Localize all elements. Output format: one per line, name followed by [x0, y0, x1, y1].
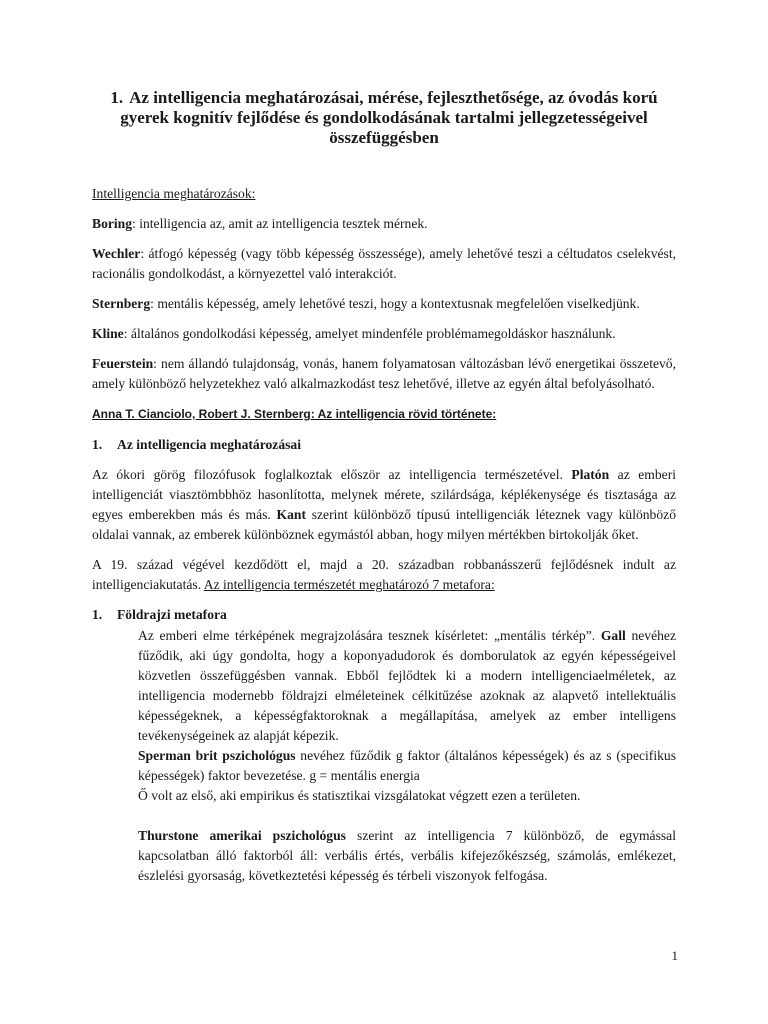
- text-run: Az emberi elme térképének megrajzolására tesznek kísérletet: „mentális térkép”.: [138, 628, 601, 643]
- subsection-heading: [92, 605, 676, 625]
- thurstone-paragraph: [138, 826, 676, 886]
- title-number: 1.: [110, 88, 124, 107]
- source-reference: Anna T. Cianciolo, Robert J. Sternberg: Az intelligencia rövid története:: [92, 407, 497, 421]
- definition-sternberg: [92, 294, 676, 314]
- text-run: az emberi intelligenciát viasztömbbhöz hasonlította, melynek mérete, szilárdsága, képlékenysége és tisztasága az egyes emberekben más és más.: [92, 467, 676, 522]
- text-run: szerint az intelligencia 7 különböző, de egymással kapcsolatban álló faktorból áll: verbális értés, verbális kifejezőkészség, számolás, emlékezet, észlelési gyorsaság, következtetési képesség és térbeli viszonyok felfogása.: [138, 828, 676, 883]
- definition-name: Kline: [92, 326, 124, 341]
- definition-text: : átfogó képesség (vagy több képesség összessége), amely lehetővé teszi a céltudatos cselekvést, racionális gondolkodást, a környezettel való interakciót.: [92, 246, 676, 281]
- definition-text: : mentális képesség, amely lehetővé teszi, hogy a kontextusnak megfelelően viselkedjünk.: [150, 296, 640, 311]
- geo-metaphor-content: [92, 626, 676, 886]
- section-number: 1.: [92, 437, 103, 452]
- definition-kline: [92, 324, 676, 344]
- definition-name: Feuerstein: [92, 356, 154, 371]
- spacer: [138, 806, 676, 826]
- document-title: [92, 88, 676, 148]
- name-sperman: Sperman brit pszichológus: [138, 748, 296, 763]
- gall-paragraph: [138, 626, 676, 746]
- definition-name: Boring: [92, 216, 133, 231]
- document-body: [92, 184, 676, 886]
- text-run: nevéhez fűződik g faktor (általános képességek) és az s (specifikus képességek) faktor bevezetése. g = mentális energia: [138, 748, 676, 783]
- name-kant: Kant: [276, 507, 306, 522]
- definition-name: Wechler: [92, 246, 141, 261]
- subsection-number: 1.: [92, 607, 103, 622]
- definition-feuerstein: [92, 354, 676, 394]
- definition-wechler: [92, 244, 676, 284]
- text-run: A 19. század végével kezdődött el, majd a 20. században robbanásszerű fejlődésnek indult az intelligenciakutatás.: [92, 557, 676, 592]
- name-gall: Gall: [600, 628, 626, 643]
- definitions-heading: Intelligencia meghatározások:: [92, 186, 256, 201]
- definition-boring: [92, 214, 676, 234]
- sperman-paragraph: [138, 746, 676, 786]
- page-number: 1: [671, 948, 678, 963]
- empirical-paragraph: Ő volt az első, aki empirikus és statisztikai vizsgálatokat végzett ezen a területen.: [138, 788, 581, 803]
- definition-text: : általános gondolkodási képesség, amelyet mindenféle problémamegoldáskor használunk.: [123, 326, 616, 341]
- definition-name: Sternberg: [92, 296, 151, 311]
- section-title: Az intelligencia meghatározásai: [117, 437, 301, 452]
- text-run: nevéhez fűződik, aki úgy gondolta, hogy a koponyadudorok és domborulatok az egyén képességeivel közvetlen összefüggésben vannak. Ebből fejlődtek ki a modern intelligenciaelméletek, az intelligencia modernebb földrajzi elméleteinek célkitűzése azoknak az alapvető intellektuális képességeknek, a képességfaktoroknak a megállapítása, amelyek az ember intelligens tevékenységeinek az alapját képezik.: [138, 628, 676, 743]
- research-paragraph: [92, 555, 676, 595]
- definition-text: : intelligencia az, amit az intelligencia tesztek mérnek.: [132, 216, 428, 231]
- name-platon: Platón: [571, 467, 610, 482]
- definition-text: : nem állandó tulajdonság, vonás, hanem folyamatosan változásban lévő energetikai összetevő, amely különböző helyzetekhez való alkalmazkodást tesz lehetővé, illetve az egyén által befolyásolható.: [92, 356, 676, 391]
- history-paragraph: [92, 465, 676, 545]
- name-thurstone: Thurstone amerikai pszichológus: [138, 828, 346, 843]
- title-text: Az intelligencia meghatározásai, mérése, fejleszthetősége, az óvodás korú gyerek kognitív fejlődése és gondolkodásának tartalmi jellegzetességeivel összefüggésben: [120, 88, 658, 147]
- subsection-title: Földrajzi metafora: [117, 607, 227, 622]
- text-run: szerint különböző típusú intelligenciák léteznek vagy különböző oldalai vannak, az emberek különböznek egymástól abban, hogy milyen mértékben birtokolják őket.: [92, 507, 676, 542]
- metaphors-heading: Az intelligencia természetét meghatározó 7 metafora:: [203, 577, 495, 592]
- text-run: Az ókori görög filozófusok foglalkoztak először az intelligencia természetével.: [92, 467, 572, 482]
- section-heading: [92, 435, 676, 455]
